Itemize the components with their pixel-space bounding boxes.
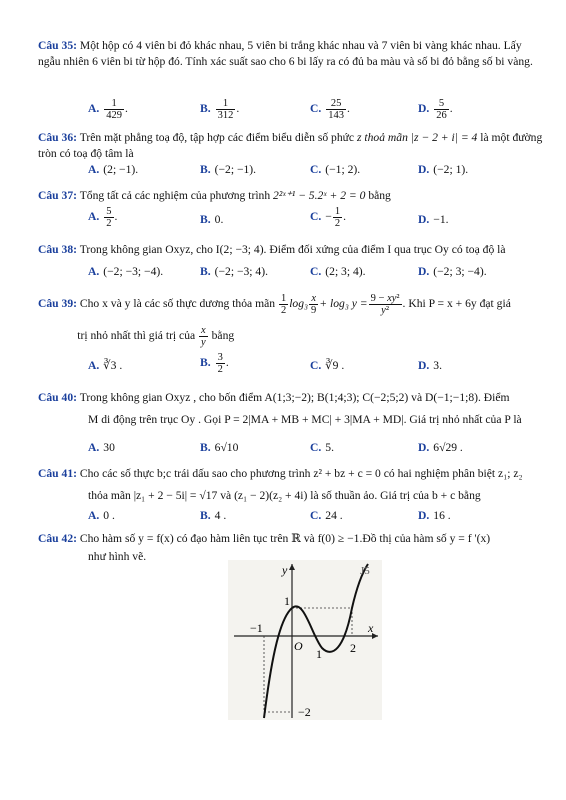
question-41-cont: thỏa mãn |z₁ + 2 − 5i| = √17 và (z₁ − 2)(z₂ + 4i) là số thuần ảo. Giá trị của b + c bằng — [88, 489, 481, 502]
question-number: Câu 39: — [38, 297, 77, 310]
corner-mark: J5 — [360, 565, 370, 577]
question-37: Câu 37: Tổng tất cả các nghiệm của phương trình 2²ˣ⁺¹ − 5.2ˣ + 2 = 0 bằng — [38, 189, 391, 202]
question-text: Trong không gian Oxyz, cho I(2; −3; 4). Điểm đối xứng của điểm I qua trục Oy có toạ độ là — [79, 243, 506, 256]
question-39-cont: trị nhỏ nhất thì giá trị của $\frac{x}{y}$ bằng — [77, 324, 235, 348]
option-a[interactable]: A. (−2; −3; −4). — [88, 265, 164, 278]
origin-label: O — [294, 639, 303, 653]
option-b[interactable]: B. 6√10 — [200, 441, 239, 454]
question-number: Câu 41: — [38, 467, 77, 480]
question-35 — [38, 38, 546, 70]
tick-label-2: 2 — [350, 641, 356, 655]
tick-label-1: 1 — [316, 647, 322, 661]
question-number: Câu 42: — [38, 532, 77, 545]
equation: 2²ˣ⁺¹ − 5.2ˣ + 2 = 0 — [273, 189, 366, 202]
option-a[interactable]: A. (2; −1). — [88, 163, 139, 176]
question-40-cont: M di động trên trục Oy . Gọi P = 2|MA + MB + MC| + 3|MA + MD|. Giá trị nhỏ nhất của P là — [88, 413, 522, 426]
option-b[interactable]: B. $\frac{3}{2}$ . — [200, 352, 229, 375]
option-c[interactable]: C. $\frac{25}{143}$ . — [310, 98, 350, 121]
option-d[interactable]: D. (−2; 3; −4). — [418, 265, 487, 278]
tick-label-y1: 1 — [284, 594, 290, 608]
option-a[interactable]: A. $\frac{5}{2}$ . — [88, 206, 118, 229]
question-text: Tổng tất cả các nghiệm của phương trình — [79, 189, 271, 202]
tick-label-y-neg2: −2 — [298, 705, 311, 719]
option-d[interactable]: D. −1. — [418, 213, 449, 226]
option-a[interactable]: A. ∛3 . — [88, 359, 123, 372]
option-c[interactable]: C. (2; 3; 4). — [310, 265, 366, 278]
option-a[interactable]: A. $\frac{1}{429}$ . — [88, 98, 128, 121]
question-number: Câu 38: — [38, 243, 77, 256]
option-c[interactable]: C. (−1; 2). — [310, 163, 361, 176]
option-a[interactable]: A. 0 . — [88, 509, 115, 522]
question-42: Câu 42: Cho hàm số y = f(x) có đạo hàm liên tục trên ℝ và f(0) ≥ −1.Đồ thị của hàm số y = f '(x) — [38, 532, 491, 545]
option-b[interactable]: B. (−2; −1). — [200, 163, 257, 176]
math-expression: z thoả mãn |z − 2 + i| = 4 — [357, 131, 478, 144]
option-b[interactable]: B. 4 . — [200, 509, 227, 522]
option-d[interactable]: D. (−2; 1). — [418, 163, 469, 176]
question-41: Câu 41: Cho các số thực b;c trái dấu sao cho phương trình z² + bz + c = 0 có hai nghiệm phân biệt z₁; z₂ — [38, 467, 523, 480]
question-38 — [38, 242, 546, 258]
tick-label-neg1: −1 — [250, 621, 263, 635]
question-number: Câu 35: — [38, 39, 77, 52]
option-c[interactable]: C. 5. — [310, 441, 334, 454]
option-d[interactable]: D. 3. — [418, 359, 442, 372]
question-39: Câu 39: Cho x và y là các số thực dương thỏa mãn $\frac{1}{2}$ log₃ $\frac{x}{9}$ + log₃ y = $\frac{\text{9 − xy²}}{\text{y²}}$ . Khi P = x + 6y đạt giá — [38, 292, 511, 316]
option-b[interactable]: B. $\frac{1}{312}$ . — [200, 98, 240, 121]
option-d[interactable]: D. $\frac{5}{26}$ . — [418, 98, 453, 121]
question-text: là một đường tròn có toạ độ tâm là — [38, 131, 543, 160]
option-a[interactable]: A. 30 — [88, 441, 115, 454]
question-text: Một hộp có 4 viên bi đỏ khác nhau, 5 viên bi trắng khác nhau và 7 viên bi vàng khác nhau. Lấy ngẫu nhiên 6 viên bi từ hộp đó. Tính xác suất sao cho 6 bi lấy ra có đủ ba màu và số bi đỏ bằng số bi vàng. — [38, 39, 533, 68]
option-b[interactable]: B. (−2; −3; 4). — [200, 265, 268, 278]
y-axis-label: y — [282, 563, 288, 577]
question-40: Câu 40: Trong không gian Oxyz , cho bốn điểm A(1;3;−2); B(1;4;3); C(−2;5;2) và D(−1;−1;8). Điểm — [38, 391, 510, 404]
question-number: Câu 37: — [38, 189, 77, 202]
option-d[interactable]: D. 16 . — [418, 509, 451, 522]
option-c[interactable]: C. 24 . — [310, 509, 343, 522]
option-c[interactable]: C. ∛9 . — [310, 359, 345, 372]
x-axis-label: x — [368, 621, 374, 635]
question-42-cont: như hình vẽ. — [88, 550, 147, 563]
option-b[interactable]: B. 0. — [200, 213, 224, 226]
question-36 — [38, 130, 546, 162]
question-text: Trên mặt phẳng toạ độ, tập hợp các điểm biểu diễn số phức — [79, 131, 355, 144]
question-number: Câu 40: — [38, 391, 77, 404]
option-d[interactable]: D. 6√29 . — [418, 441, 463, 454]
question-number: Câu 36: — [38, 131, 77, 144]
option-c[interactable]: C. − $\frac{1}{2}$ . — [310, 206, 346, 229]
derivative-graph-figure — [228, 560, 382, 720]
